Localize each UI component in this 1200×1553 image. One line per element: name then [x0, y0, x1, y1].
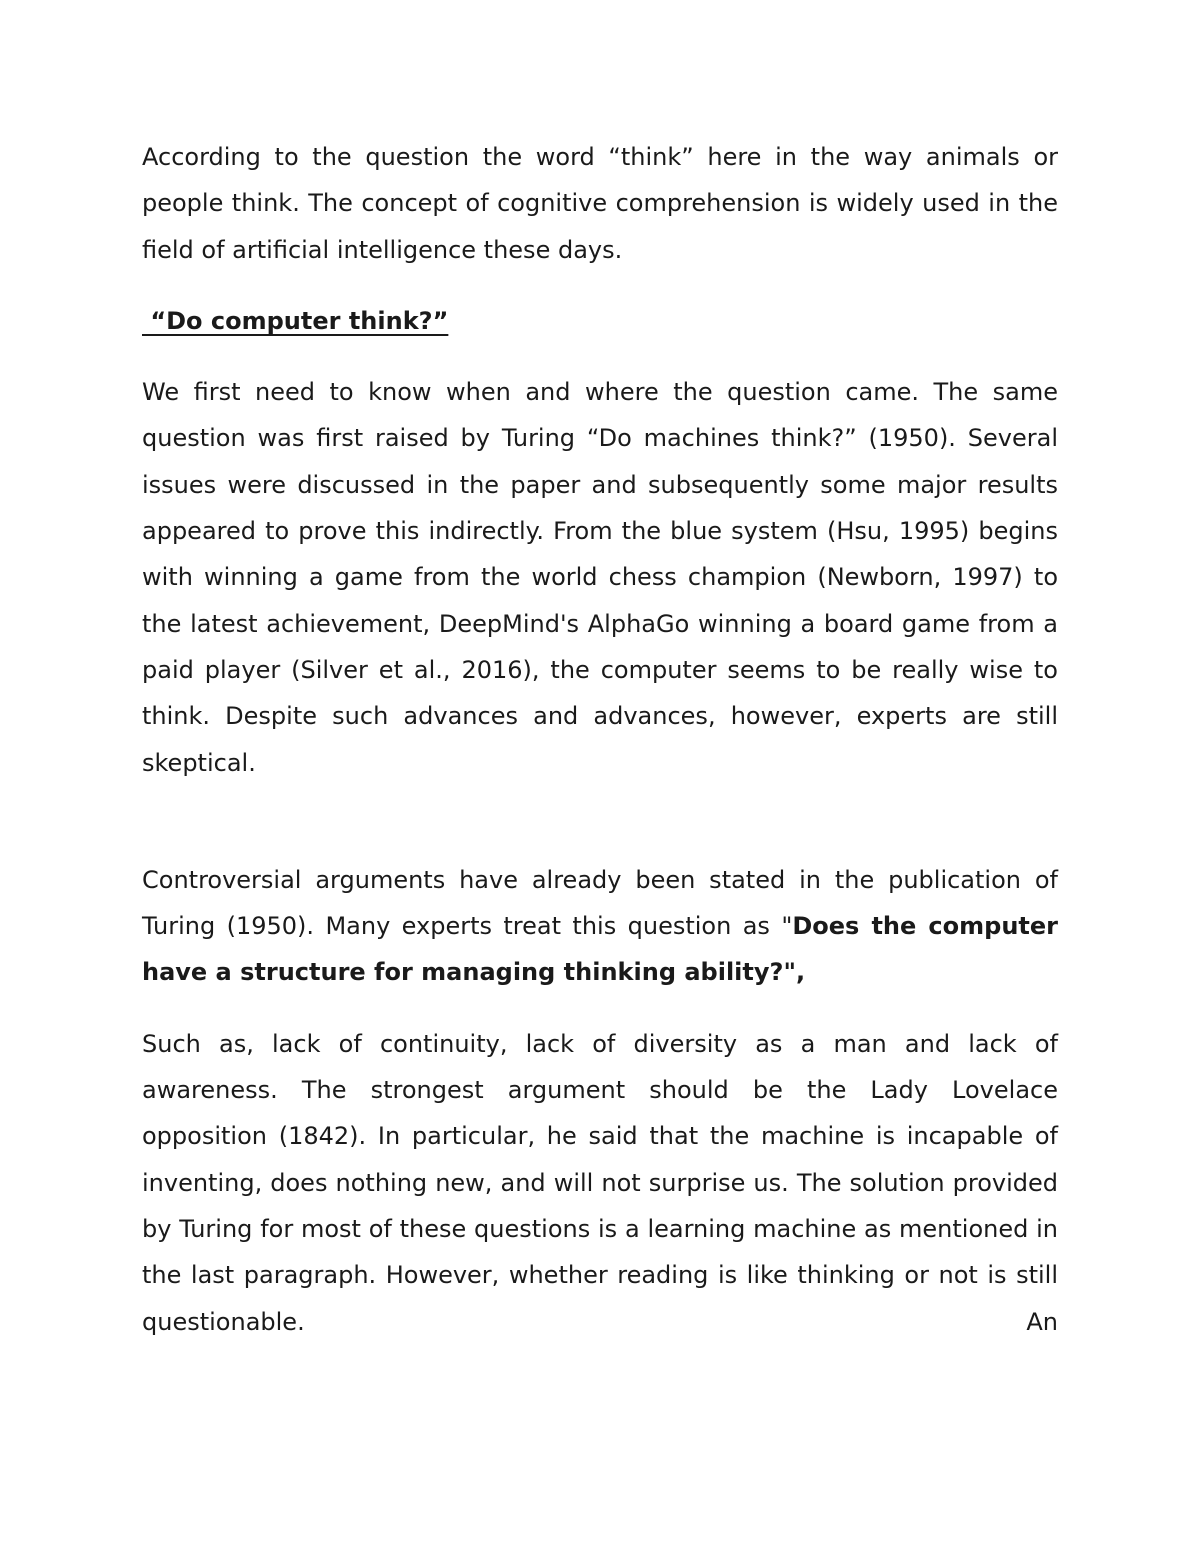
paragraph-spacer: [142, 996, 1058, 1021]
document-body: [142, 134, 1058, 1345]
paragraph-text: Controversial arguments have already been stated in the publication of Turing (1950). Many experts treat this question as ": [142, 865, 1058, 941]
section-heading: “Do computer think?”: [142, 306, 449, 335]
paragraph-spacer: [142, 273, 1058, 298]
paragraph-spacer: [142, 344, 1058, 369]
bold-question: Does the computer have a structure for managing thinking ability?",: [142, 912, 1058, 987]
paragraph-objections: Such as, lack of continuity, lack of diversity as a man and lack of awareness. The strongest argument should be the Lady Lovelace opposition (1842). In particular, he said that the machine is incapable of inventing, does nothing new, and will not surprise us. The solution provided by Turing for most of these questions is a learning machine as mentioned in the last paragraph. However, whether reading is like thinking or not is still questionable. An: [142, 1029, 1058, 1336]
paragraph-intro: According to the question the word “think” here in the way animals or people think. The concept of cognitive comprehension is widely used in the field of artificial intelligence these days.: [142, 143, 1058, 264]
paragraph-controversial-arguments: [142, 857, 1058, 996]
paragraph-spacer: [142, 786, 1058, 857]
paragraph-turing-history: We first need to know when and where the question came. The same question was first raised by Turing “Do machines think?” (1950). Several issues were discussed in the paper and subsequently some major results appeared to prove this indirectly. From the blue system (Hsu, 1995) begins with winning a game from the world chess champion (Newborn, 1997) to the latest achievement, DeepMind's AlphaGo winning a board game from a paid player (Silver et al., 2016), the computer seems to be really wise to think. Despite such advances and advances, however, experts are still skeptical.: [142, 378, 1058, 777]
